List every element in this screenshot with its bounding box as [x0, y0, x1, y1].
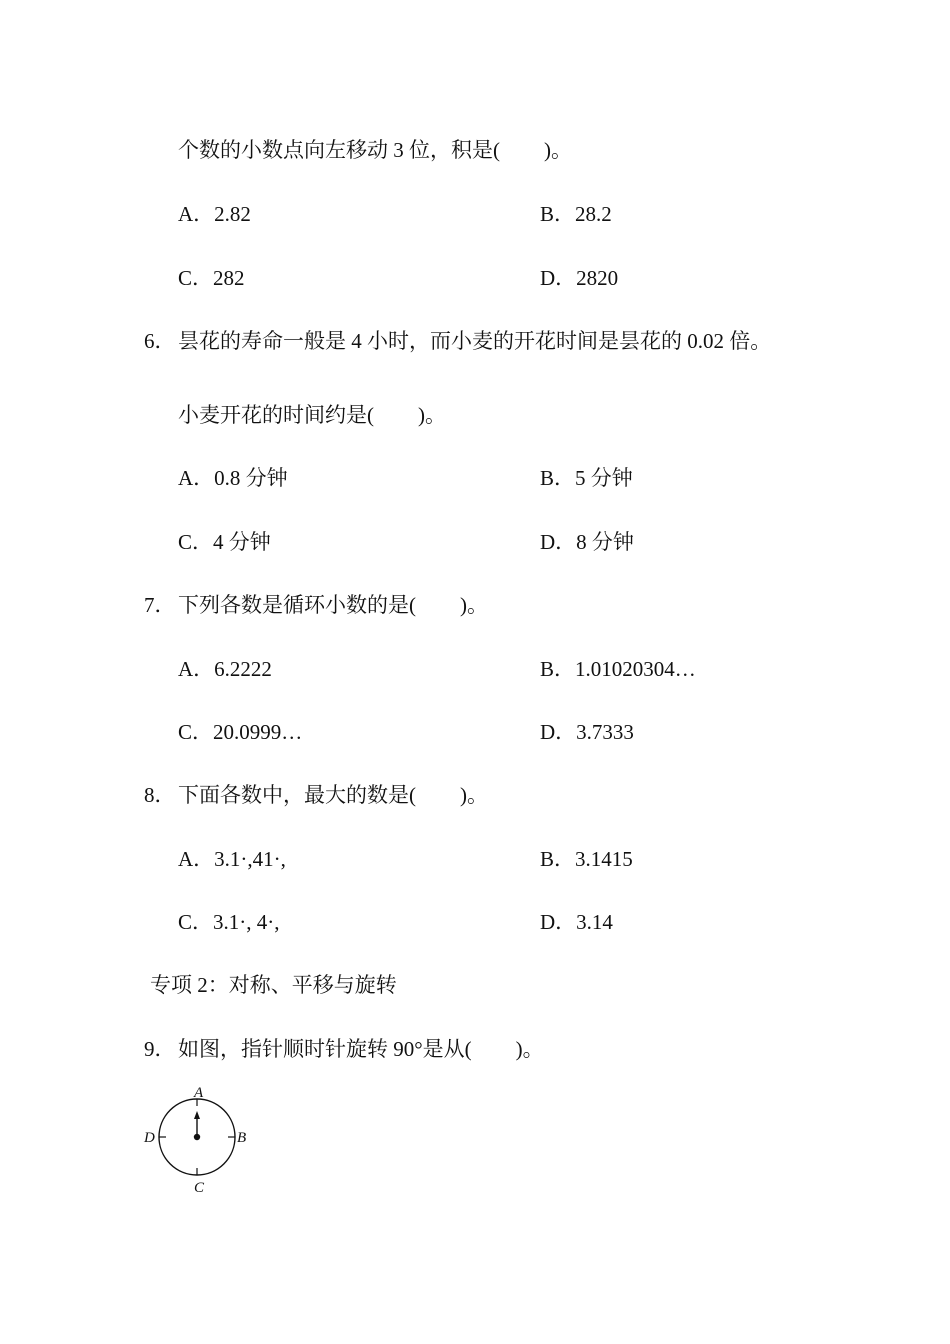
- q8-stem-text-a: 下面各数中，最大的数是(: [178, 783, 416, 807]
- q9-number: 9．: [144, 1037, 176, 1061]
- q8-stem: [178, 781, 488, 809]
- q7-stem: [178, 591, 488, 619]
- label-b: B: [237, 1130, 247, 1146]
- q6-stem-line1: 昙花的寿命一般是 4 小时，而小麦的开花时间是昙花的 0.02 倍。: [178, 329, 772, 353]
- q8-number: 8．: [144, 783, 176, 807]
- q6-option-c[interactable]: C．4 分钟: [178, 530, 271, 554]
- q9-stem: [178, 1035, 544, 1063]
- q7-option-b[interactable]: B．1.01020304…: [540, 657, 696, 681]
- q6-option-a[interactable]: A．0.8 分钟: [178, 466, 288, 490]
- section-2-title: 专项 2：对称、平移与旋转: [150, 973, 397, 997]
- q6-stem-line2: [178, 401, 446, 429]
- q5-option-b[interactable]: B．28.2: [540, 202, 612, 226]
- q5-stem-text-b: )。: [544, 138, 572, 162]
- q9-stem-text-a: 如图，指针顺时针旋转 90°是从(: [178, 1037, 472, 1061]
- pointer-arrowhead: [194, 1111, 200, 1119]
- clock-figure: [136, 1080, 256, 1200]
- q6-number: 6．: [144, 329, 176, 353]
- q7-option-c[interactable]: C．20.0999…: [178, 720, 303, 744]
- q8-option-b[interactable]: B．3.1415: [540, 847, 633, 871]
- q9-stem-text-b: )。: [515, 1037, 544, 1061]
- q7-stem-text-a: 下列各数是循环小数的是(: [178, 593, 416, 617]
- label-d: D: [144, 1130, 155, 1146]
- q7-option-d[interactable]: D．3.7333: [540, 720, 634, 744]
- q8-option-d[interactable]: D．3.14: [540, 910, 613, 934]
- q5-option-d[interactable]: D．2820: [540, 266, 619, 290]
- q8-stem-text-b: )。: [460, 783, 488, 807]
- label-c: C: [194, 1180, 205, 1196]
- q6-option-d[interactable]: D．8 分钟: [540, 530, 634, 554]
- q6-option-b[interactable]: B．5 分钟: [540, 466, 633, 490]
- q8-option-c[interactable]: C．3.1·, 4·,: [178, 910, 280, 934]
- clock-center-dot: [194, 1134, 200, 1140]
- q7-option-a[interactable]: A．6.2222: [178, 657, 272, 681]
- q5-option-c[interactable]: C．282: [178, 266, 245, 290]
- q7-stem-text-b: )。: [460, 593, 488, 617]
- q5-stem: [178, 136, 572, 164]
- label-a: A: [194, 1085, 204, 1101]
- q5-option-a[interactable]: A．2.82: [178, 202, 251, 226]
- q8-option-a[interactable]: A．3.1·,41·,: [178, 847, 286, 871]
- q5-stem-text-a: 个数的小数点向左移动 3 位，积是(: [178, 138, 500, 162]
- q6-stem-text-a: 小麦开花的时间约是(: [178, 403, 374, 427]
- q7-number: 7．: [144, 593, 176, 617]
- q6-stem-text-b: )。: [418, 403, 446, 427]
